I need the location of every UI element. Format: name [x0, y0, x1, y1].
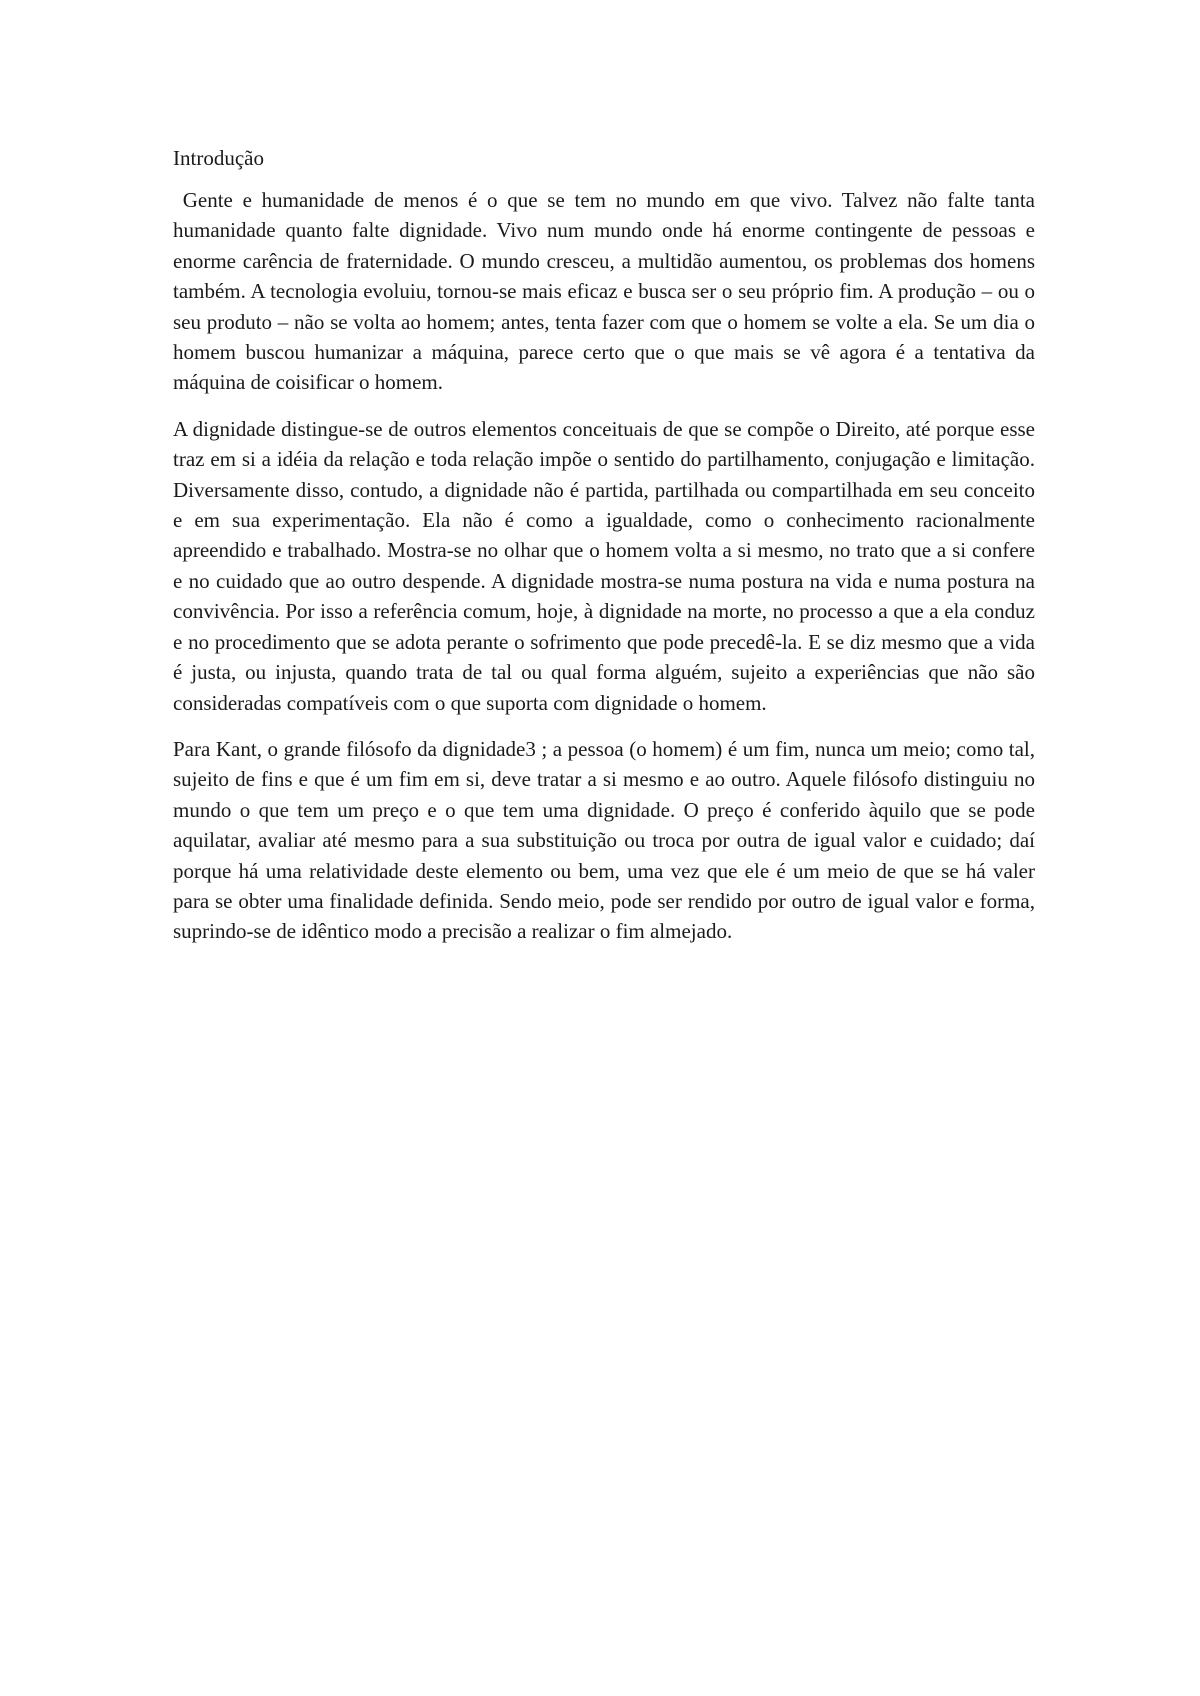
paragraph-3: Para Kant, o grande filósofo da dignidade3 ; a pessoa (o homem) é um fim, nunca um meio; como tal, sujeito de fins e que é um fim em si, deve tratar a si mesmo e ao outro. Aquele filósofo distinguiu no mundo o que tem um preço e o que tem uma dignidade. O preço é conferido àquilo que se pode aquilatar, avaliar até mesmo para a sua substituição ou troca por outra de igual valor e cuidado; daí porque há uma relatividade deste elemento ou bem, uma vez que ele é um meio de que se há valer para se obter uma finalidade definida. Sendo meio, pode ser rendido por outro de igual valor e forma, suprindo-se de idêntico modo a precisão a realizar o fim almejado.	[173, 736, 1035, 944]
document-body	[173, 143, 1041, 963]
paragraph-2: A dignidade distingue-se de outros elementos conceituais de que se compõe o Direito, até porque esse traz em si a idéia da relação e toda relação impõe o sentido do partilhamento, conjugação e limitação. Diversamente disso, contudo, a dignidade não é partida, partilhada ou compartilhada em seu conceito e em sua experimentação. Ela não é como a igualdade, como o conhecimento racionalmente apreendido e trabalhado. Mostra-se no olhar que o homem volta a si mesmo, no trato que a si confere e no cuidado que ao outro despende. A dignidade mostra-se numa postura na vida e numa postura na convivência. Por isso a referência comum, hoje, à dignidade na morte, no processo a que a ela conduz e no procedimento que se adota perante o sofrimento que pode precedê-la. E se diz mesmo que a vida é justa, ou injusta, quando trata de tal ou qual forma alguém, sujeito a experiências que não são consideradas compatíveis com o que suporta com dignidade o homem.	[173, 416, 1035, 715]
section-heading: Introdução	[173, 146, 264, 170]
paragraph-1: Gente e humanidade de menos é o que se tem no mundo em que vivo. Talvez não falte tanta humanidade quanto falte dignidade. Vivo num mundo onde há enorme contingente de pessoas e enorme carência de fraternidade. O mundo cresceu, a multidão aumentou, os problemas dos homens também. A tecnologia evoluiu, tornou-se mais eficaz e busca ser o seu próprio fim. A produção – ou o seu produto – não se volta ao homem; antes, tenta fazer com que o homem se volte a ela. Se um dia o homem buscou humanizar a máquina, parece certo que o que mais se vê agora é a tentativa da máquina de coisificar o homem.	[173, 188, 1041, 395]
